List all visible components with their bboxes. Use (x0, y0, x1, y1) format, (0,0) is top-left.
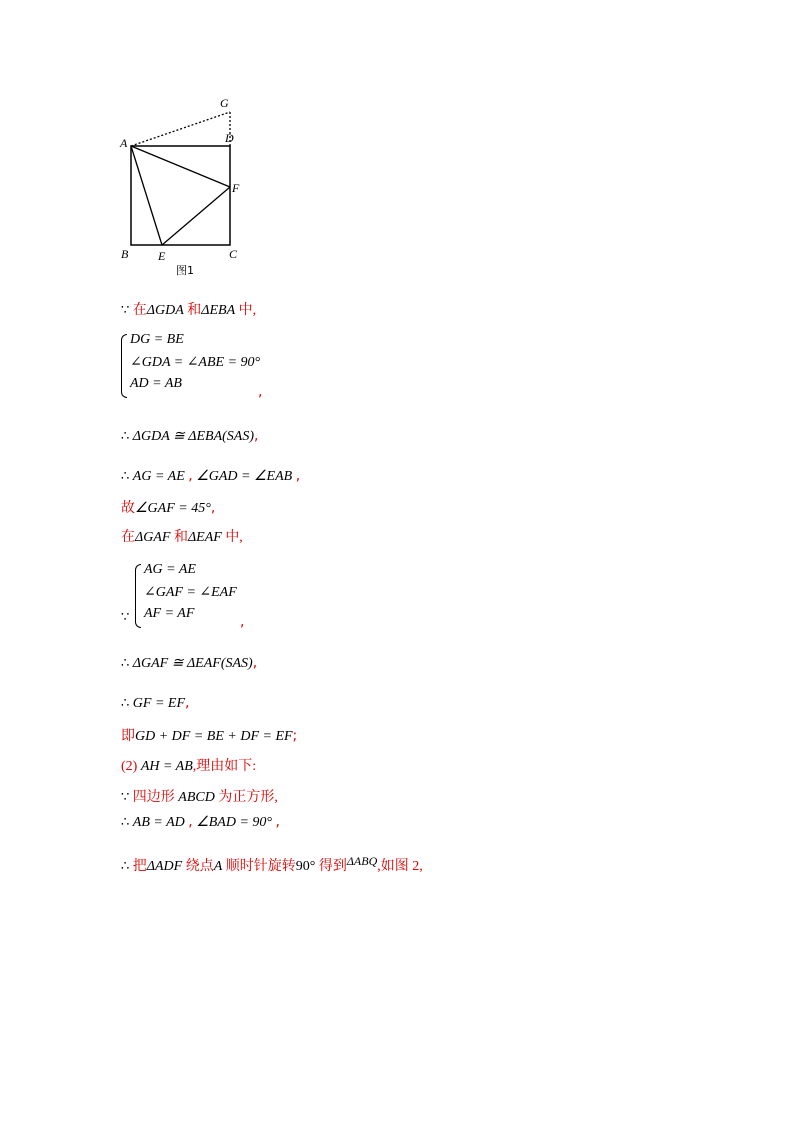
comma: , (240, 614, 245, 630)
therefore-symbol: ∴ (121, 696, 130, 711)
math: ∠BAD = 90° (196, 815, 273, 830)
math: AH = AB (140, 759, 193, 774)
line-2 (121, 428, 258, 445)
text: 绕点 (185, 859, 214, 874)
math: GD + DF = BE + DF = EF (135, 729, 293, 744)
math: ∠GAD = ∠EAB (196, 469, 293, 484)
comma: , (210, 500, 216, 516)
math: ΔGAF (135, 530, 171, 545)
math: ∠GAF = 45° (135, 501, 211, 516)
dotted-segment-ag (131, 112, 230, 146)
text: 在 (132, 303, 147, 318)
because-symbol: ∵ (121, 303, 130, 318)
text: 为正方形, (218, 790, 278, 805)
text: 和 (187, 303, 202, 318)
text: 中, (238, 303, 257, 318)
text: 把 (132, 859, 147, 874)
math: AB = AD (132, 815, 185, 830)
text: 和 (173, 530, 188, 545)
semicolon: ; (292, 728, 298, 744)
system-row: ∠GDA = ∠ABE = 90° (130, 355, 261, 370)
text: 故 (121, 501, 135, 516)
math: A (213, 859, 223, 874)
text: 得到 (318, 859, 347, 874)
comma: , (295, 468, 301, 484)
comma: , (275, 814, 280, 830)
label-a: A (120, 136, 128, 150)
line-8 (121, 725, 297, 745)
comma: , (258, 384, 263, 400)
left-brace (135, 564, 141, 628)
label-e: E (158, 249, 166, 263)
text: 即 (121, 729, 135, 744)
line-6 (121, 655, 257, 672)
math: 90° (295, 859, 316, 874)
text: ,理由如下: (192, 759, 257, 774)
therefore-symbol: ∴ (121, 859, 130, 874)
line-7 (121, 695, 189, 712)
line-1 (121, 299, 256, 319)
comma: , (188, 468, 193, 484)
math: ΔGDA (146, 303, 184, 318)
line-10 (121, 786, 278, 806)
math: ΔADF (146, 859, 183, 874)
math: ΔEBA (201, 303, 236, 318)
line-5 (121, 526, 243, 546)
math: ΔABQ (346, 854, 378, 868)
math: ΔGDA ≅ ΔEBA(SAS) (132, 429, 254, 444)
label-f: F (232, 181, 240, 195)
math: ΔGAF ≅ ΔEAF(SAS) (132, 656, 253, 671)
segment-ef (162, 187, 230, 245)
comma: , (254, 428, 259, 444)
segment-ae (131, 146, 162, 245)
therefore-symbol: ∴ (121, 656, 130, 671)
text: 顺时针旋转 (225, 859, 296, 874)
label-c: C (229, 247, 238, 261)
label-d: D (225, 131, 234, 145)
text: 中, (225, 530, 243, 545)
therefore-symbol: ∴ (121, 815, 130, 830)
therefore-symbol: ∴ (121, 429, 130, 444)
comma: , (252, 655, 258, 671)
left-brace (121, 334, 127, 398)
line-4 (121, 497, 215, 517)
system-row: AG = AE (144, 562, 196, 577)
line-12 (121, 855, 423, 875)
text: 四边形 (132, 790, 175, 805)
text: 在 (121, 530, 135, 545)
system-row: AF = AF (144, 606, 195, 621)
segment-af (131, 146, 230, 187)
line-3 (121, 468, 300, 485)
geometry-figure (115, 90, 275, 277)
line-11 (121, 814, 280, 831)
math: ABCD (178, 790, 215, 805)
comma: , (188, 814, 193, 830)
label-b: B (121, 247, 129, 261)
because-symbol: ∵ (121, 790, 130, 805)
text: ,如图 2, (377, 859, 423, 874)
system-row: DG = BE (130, 332, 184, 347)
system-row: AD = AB (130, 376, 182, 391)
line-9 (121, 755, 256, 775)
because-symbol: ∵ (121, 610, 130, 625)
text: (2) (121, 759, 138, 774)
therefore-symbol: ∴ (121, 469, 130, 484)
comma: , (185, 695, 190, 711)
math: AG = AE (132, 469, 185, 484)
label-g: G (220, 96, 229, 110)
math: GF = EF (132, 696, 185, 711)
math: ΔEAF (187, 530, 222, 545)
figure-caption: 图1 (176, 264, 194, 277)
system-row: ∠GAF = ∠EAF (144, 585, 237, 600)
